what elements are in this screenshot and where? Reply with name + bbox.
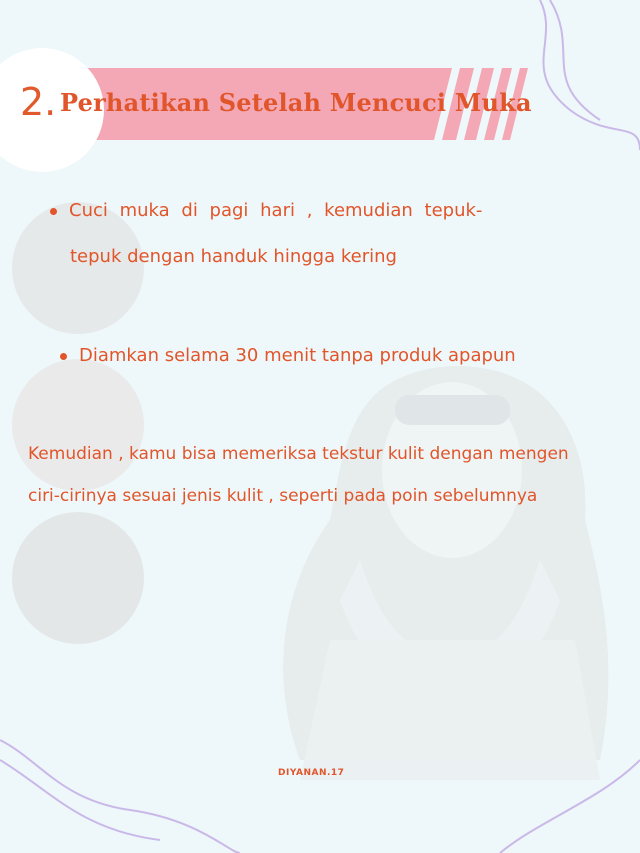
bullet-text: Cuci muka di pagi hari , kemudian tepuk- [69,200,483,221]
bullet-dot-icon [50,208,57,215]
body-paragraph-line: Kemudian , kamu bisa memeriksa tekstur kulit dengan mengen [28,444,569,464]
decor-circle [12,359,144,491]
bullet-continuation: tepuk dengan handuk hingga kering [70,246,397,267]
decor-circle [12,512,144,644]
woman-illustration [283,366,608,780]
section-number: 2. [20,80,57,124]
author-credit: DIYANAN.17 [278,768,345,778]
bullet-dot-icon [60,353,67,360]
bullet-item [60,343,516,369]
page-title: Perhatikan Setelah Mencuci Muka [60,88,532,117]
body-paragraph-line: ciri-cirinya sesuai jenis kulit , seperti pada poin sebelumnya [28,486,538,506]
bullet-text: Diamkan selama 30 menit tanpa produk apapun [79,345,516,366]
bullet-item [50,198,482,224]
